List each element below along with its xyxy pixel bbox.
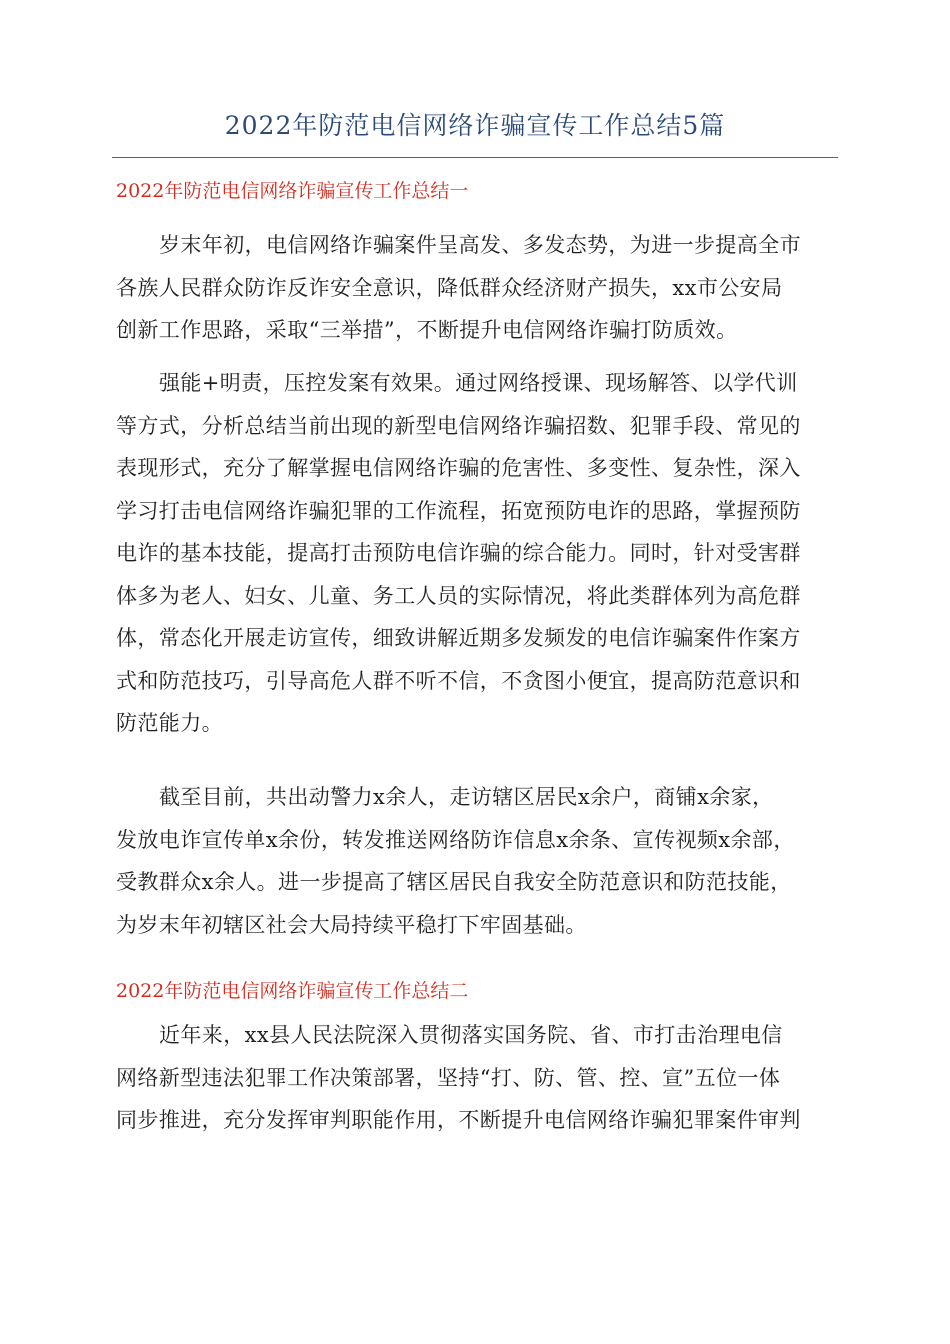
text-line: 体，常态化开展走访宣传，细致讲解近期多发频发的电信诈骗案件作案方 — [116, 626, 801, 650]
text-line: 为岁末年初辖区社会大局持续平稳打下牢固基础。 — [116, 912, 587, 937]
text-line: 发放电诈宣传单x余份，转发推送网络防诈信息x余条、宣传视频x余部， — [116, 827, 795, 852]
text-line: 同步推进，充分发挥审判职能作用，不断提升电信网络诈骗犯罪案件审判 — [116, 1108, 801, 1132]
section-heading-2: 2022年防范电信网络诈骗宣传工作总结二 — [116, 980, 469, 1002]
text-line: 防范能力。 — [116, 711, 223, 735]
text-line: 创新工作思路，采取“三举措”，不断提升电信网络诈骗打防质效。 — [116, 318, 738, 342]
paragraph — [116, 776, 856, 946]
text-line: 截至目前，共出动警力x余人，走访辖区居民x余户，商铺x余家， — [159, 785, 774, 809]
paragraph — [116, 362, 856, 745]
text-line: 式和防范技巧，引导高危人群不听不信，不贪图小便宜，提高防范意识和 — [116, 668, 801, 693]
text-line: 近年来，xx县人民法院深入贯彻落实国务院、省、市打击治理电信 — [159, 1023, 783, 1047]
title-divider — [112, 157, 838, 158]
document-title: 2022年防范电信网络诈骗宣传工作总结5篇 — [224, 111, 726, 140]
text-line: 受教群众x余人。进一步提高了辖区居民自我安全防范意识和防范技能， — [116, 870, 792, 894]
text-line: 学习打击电信网络诈骗犯罪的工作流程，拓宽预防电诈的思路，掌握预防 — [116, 498, 801, 523]
text-line: 岁末年初，电信网络诈骗案件呈高发、多发态势，为进一步提高全市 — [159, 233, 801, 257]
section-heading-1: 2022年防范电信网络诈骗宣传工作总结一 — [116, 180, 469, 202]
text-line: 网络新型违法犯罪工作决策部署，坚持“打、防、管、控、宣”五位一体 — [116, 1065, 781, 1090]
text-line: 电诈的基本技能，提高打击预防电信诈骗的综合能力。同时，针对受害群 — [116, 541, 801, 565]
text-line: 体多为老人、妇女、儿童、务工人员的实际情况，将此类群体列为高危群 — [116, 583, 801, 608]
paragraph — [116, 1014, 856, 1142]
text-line: 各族人民群众防诈反诈安全意识，降低群众经济财产损失，xx市公安局 — [116, 275, 783, 300]
text-line: 表现形式，充分了解掌握电信网络诈骗的危害性、多变性、复杂性，深入 — [116, 456, 801, 480]
paragraph — [116, 224, 856, 352]
text-line: 等方式，分析总结当前出现的新型电信网络诈骗招数、犯罪手段、常见的 — [116, 413, 801, 438]
text-line: 强能+明责，压控发案有效果。通过网络授课、现场解答、以学代训 — [159, 371, 798, 395]
